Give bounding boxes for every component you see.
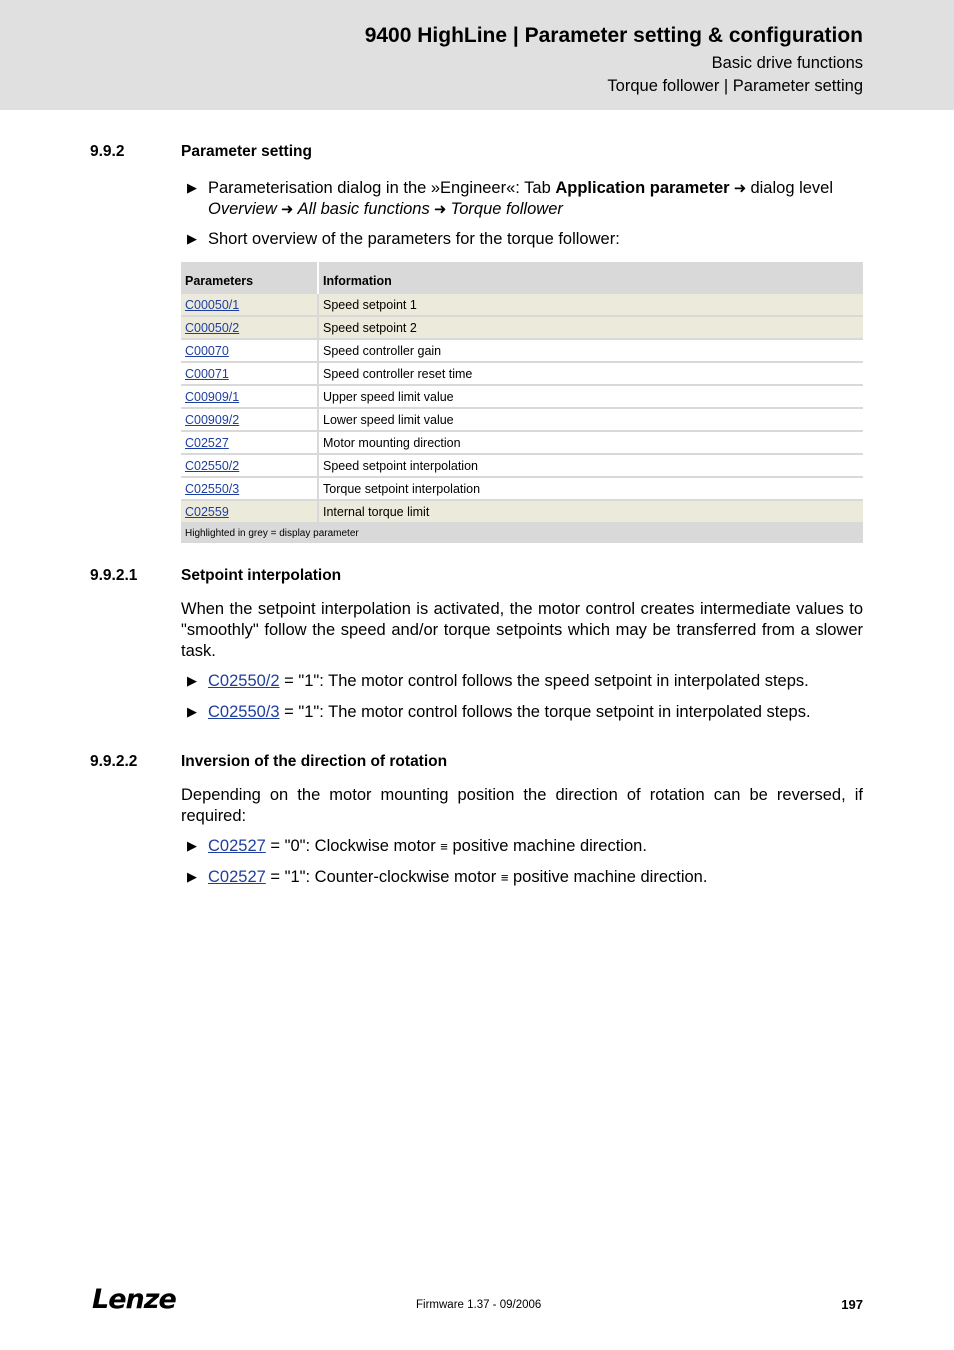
- parameter-table: [181, 262, 863, 543]
- parameter-cell: [181, 431, 318, 454]
- table-row: [181, 385, 863, 408]
- information-cell: Speed setpoint interpolation: [318, 454, 863, 477]
- information-cell: Speed controller reset time: [318, 362, 863, 385]
- bullet-text: = "1": Counter-clockwise motor: [265, 868, 501, 886]
- parameter-link[interactable]: C02559: [185, 504, 229, 519]
- parameter-cell: [181, 362, 318, 385]
- firmware-version: Firmware 1.37 - 09/2006: [416, 1299, 542, 1311]
- document-title: 9400 HighLine | Parameter setting & configuration: [364, 24, 863, 47]
- parameter-link[interactable]: C02550/2: [185, 458, 240, 473]
- parameter-link[interactable]: C00050/2: [185, 320, 240, 335]
- bullet-text: positive machine direction.: [508, 868, 708, 886]
- bullet-triangle-icon: ▶: [187, 869, 197, 884]
- table-row: [181, 431, 863, 454]
- parameter-link[interactable]: C02550/2: [208, 672, 280, 690]
- bullet-text: positive machine direction.: [447, 837, 647, 855]
- bullet-text: = "1": The motor control follows the torque setpoint in interpolated steps.: [279, 703, 811, 721]
- bullet-triangle-icon: ▶: [187, 838, 197, 853]
- bullet-triangle-icon: ▶: [187, 180, 197, 195]
- information-cell: Motor mounting direction: [318, 431, 863, 454]
- table-row: [181, 408, 863, 431]
- parameter-link[interactable]: C00909/1: [185, 389, 240, 404]
- parameter-cell: [181, 339, 318, 362]
- parameter-link[interactable]: C02527: [208, 837, 266, 855]
- information-cell: Speed setpoint 2: [318, 316, 863, 339]
- bullet-text: dialog level: [750, 179, 834, 197]
- bullet-text: Parameterisation dialog in the »Engineer«: Tab: [208, 179, 556, 197]
- information-cell: Torque setpoint interpolation: [318, 477, 863, 500]
- equivalent-symbol: ≡: [500, 870, 509, 885]
- table-row: [181, 316, 863, 339]
- table-row: [181, 362, 863, 385]
- parameter-cell: [181, 293, 318, 316]
- parameter-cell: [181, 385, 318, 408]
- right-arrow-icon: ➜: [276, 201, 298, 218]
- parameter-link[interactable]: C00050/1: [185, 297, 240, 312]
- parameter-cell: [181, 408, 318, 431]
- information-cell: Upper speed limit value: [318, 385, 863, 408]
- information-cell: Lower speed limit value: [318, 408, 863, 431]
- table-footnote-row: [181, 523, 863, 543]
- section-title: Parameter setting: [181, 143, 312, 160]
- column-header-information: Information: [318, 262, 863, 293]
- parameter-link[interactable]: C02527: [208, 868, 266, 886]
- equivalent-symbol: ≡: [440, 839, 448, 854]
- parameter-cell: [181, 477, 318, 500]
- paragraph: When the setpoint interpolation is activated, the motor control creates intermediate values to "smoothly" follow the speed and/or torque setpoints which may be transferred from a slower task.: [181, 600, 863, 660]
- parameter-cell: [181, 316, 318, 339]
- bullet-text: Short overview of the parameters for the torque follower:: [208, 230, 620, 248]
- table-row: [181, 339, 863, 362]
- tab-name: Application parameter: [555, 179, 730, 197]
- bullet-text: = "0": Clockwise motor: [265, 837, 441, 855]
- bullet-triangle-icon: ▶: [187, 231, 197, 246]
- information-cell: Speed setpoint 1: [318, 293, 863, 316]
- section-title: Setpoint interpolation: [181, 567, 342, 584]
- information-cell: Speed controller gain: [318, 339, 863, 362]
- information-cell: Internal torque limit: [318, 500, 863, 523]
- parameter-link[interactable]: C02550/3: [208, 703, 280, 721]
- section-title: Inversion of the direction of rotation: [181, 753, 448, 770]
- table-footnote: Highlighted in grey = display parameter: [181, 523, 863, 543]
- page-header: [0, 0, 954, 110]
- parameter-cell: [181, 500, 318, 523]
- paragraph: Depending on the motor mounting position the direction of rotation can be reversed, if required:: [181, 786, 863, 825]
- section-number: 9.9.2.1: [90, 567, 138, 584]
- parameter-link[interactable]: C02527: [185, 435, 229, 450]
- parameter-link[interactable]: C00071: [185, 366, 229, 381]
- table-row: [181, 293, 863, 316]
- table-row: [181, 500, 863, 523]
- bullet-triangle-icon: ▶: [187, 673, 197, 688]
- right-arrow-icon: ➜: [429, 201, 451, 218]
- table-row: [181, 454, 863, 477]
- lenze-logo: Lenze: [92, 1284, 176, 1315]
- section-breadcrumb: Torque follower | Parameter setting: [607, 77, 863, 95]
- parameter-link[interactable]: C02550/3: [185, 481, 240, 496]
- dialog-level: All basic functions: [297, 200, 430, 218]
- parameter-cell: [181, 454, 318, 477]
- section-number: 9.9.2: [90, 143, 125, 160]
- right-arrow-icon: ➜: [729, 180, 751, 197]
- section-number: 9.9.2.2: [90, 753, 138, 770]
- dialog-level: Overview: [208, 200, 277, 218]
- chapter-title: Basic drive functions: [711, 54, 863, 72]
- dialog-level: Torque follower: [450, 200, 563, 218]
- bullet-text: = "1": The motor control follows the speed setpoint in interpolated steps.: [279, 672, 809, 690]
- parameter-link[interactable]: C00070: [185, 343, 229, 358]
- column-header-parameters: Parameters: [181, 262, 318, 293]
- table-row: [181, 477, 863, 500]
- bullet-triangle-icon: ▶: [187, 704, 197, 719]
- page-number: 197: [841, 1297, 863, 1312]
- parameter-link[interactable]: C00909/2: [185, 412, 240, 427]
